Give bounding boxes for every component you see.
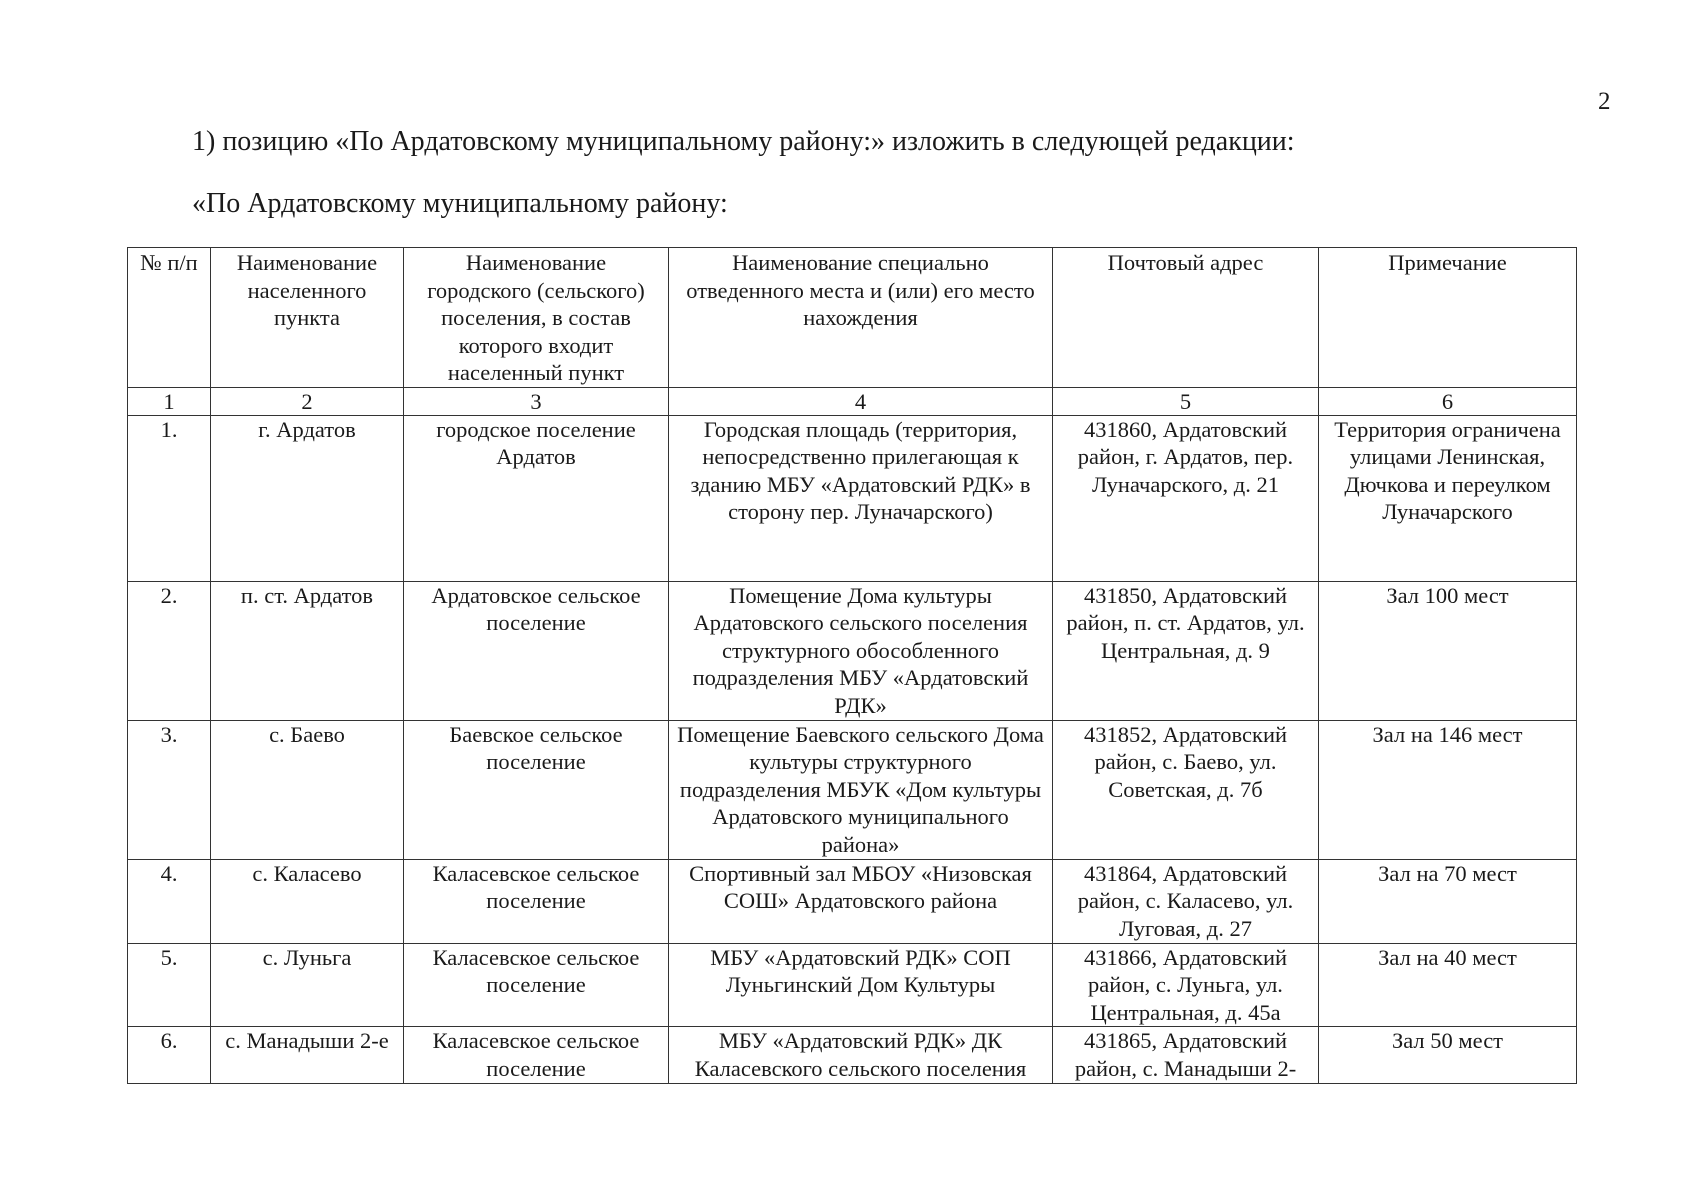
column-number: 5 xyxy=(1053,387,1319,415)
row-number: 3. xyxy=(128,720,211,859)
note-cell: Зал на 40 мест xyxy=(1319,943,1577,1027)
note-cell: Территория ограничена улицами Ленинская, Дючкова и переулком Луначарского xyxy=(1319,415,1577,581)
place-cell: Помещение Баевского сельского Дома культуры структурного подразделения МБУК «Дом культуры Ардатовского муниципального района» xyxy=(669,720,1053,859)
column-number: 4 xyxy=(669,387,1053,415)
settlement-cell: Каласевское сельское поселение xyxy=(404,943,669,1027)
table-header-row xyxy=(128,248,1577,388)
column-numbers-row xyxy=(128,387,1577,415)
header-cell-settlement: Наименование городского (сельского) поселения, в состав которого входит населенный пункт xyxy=(404,248,669,388)
locality-cell: п. ст. Ардатов xyxy=(211,581,404,720)
table-row xyxy=(128,1027,1577,1084)
settlement-cell: Ардатовское сельское поселение xyxy=(404,581,669,720)
place-cell: Помещение Дома культуры Ардатовского сельского поселения структурного обособленного подразделения МБУ «Ардатовский РДК» xyxy=(669,581,1053,720)
row-number: 2. xyxy=(128,581,211,720)
place-cell: Спортивный зал МБОУ «Низовская СОШ» Ардатовского района xyxy=(669,859,1053,943)
header-cell-locality: Наименование населенного пункта xyxy=(211,248,404,388)
locality-cell: с. Манадыши 2-е xyxy=(211,1027,404,1084)
settlement-cell: городское поселение Ардатов xyxy=(404,415,669,581)
note-cell: Зал на 146 мест xyxy=(1319,720,1577,859)
place-cell: Городская площадь (территория, непосредственно прилегающая к зданию МБУ «Ардатовский РДК» в сторону пер. Луначарского) xyxy=(669,415,1053,581)
header-cell-note: Примечание xyxy=(1319,248,1577,388)
table-row xyxy=(128,720,1577,859)
table-row xyxy=(128,415,1577,581)
address-cell: 431852, Ардатовский район, с. Баево, ул. Советская, д. 7б xyxy=(1053,720,1319,859)
note-cell: Зал 100 мест xyxy=(1319,581,1577,720)
header-cell-address: Почтовый адрес xyxy=(1053,248,1319,388)
section-heading: «По Ардатовскому муниципальному району: xyxy=(192,188,728,219)
address-cell: 431866, Ардатовский район, с. Луньга, ул. Центральная, д. 45а xyxy=(1053,943,1319,1027)
note-cell: Зал на 70 мест xyxy=(1319,859,1577,943)
header-cell-place: Наименование специально отведенного места и (или) его место нахождения xyxy=(669,248,1053,388)
locality-cell: с. Каласево xyxy=(211,859,404,943)
table-row xyxy=(128,943,1577,1027)
place-cell: МБУ «Ардатовский РДК» СОП Луньгинский Дом Культуры xyxy=(669,943,1053,1027)
intro-paragraph: 1) позицию «По Ардатовскому муниципальному району:» изложить в следующей редакции: xyxy=(192,126,1295,157)
row-number: 1. xyxy=(128,415,211,581)
column-number: 2 xyxy=(211,387,404,415)
column-number: 3 xyxy=(404,387,669,415)
address-cell: 431865, Ардатовский район, с. Манадыши 2- xyxy=(1053,1027,1319,1084)
table-row xyxy=(128,581,1577,720)
locality-cell: г. Ардатов xyxy=(211,415,404,581)
address-cell: 431864, Ардатовский район, с. Каласево, ул. Луговая, д. 27 xyxy=(1053,859,1319,943)
table-row xyxy=(128,859,1577,943)
locality-cell: с. Луньга xyxy=(211,943,404,1027)
header-cell-number: № п/п xyxy=(128,248,211,388)
settlement-cell: Каласевское сельское поселение xyxy=(404,859,669,943)
column-number: 1 xyxy=(128,387,211,415)
settlement-cell: Баевское сельское поселение xyxy=(404,720,669,859)
row-number: 6. xyxy=(128,1027,211,1084)
page-number: 2 xyxy=(1598,88,1611,115)
place-cell: МБУ «Ардатовский РДК» ДК Каласевского сельского поселения xyxy=(669,1027,1053,1084)
places-table xyxy=(127,247,1577,1084)
note-cell: Зал 50 мест xyxy=(1319,1027,1577,1084)
address-cell: 431860, Ардатовский район, г. Ардатов, пер. Луначарского, д. 21 xyxy=(1053,415,1319,581)
locality-cell: с. Баево xyxy=(211,720,404,859)
address-cell: 431850, Ардатовский район, п. ст. Ардатов, ул. Центральная, д. 9 xyxy=(1053,581,1319,720)
column-number: 6 xyxy=(1319,387,1577,415)
row-number: 4. xyxy=(128,859,211,943)
settlement-cell: Каласевское сельское поселение xyxy=(404,1027,669,1084)
row-number: 5. xyxy=(128,943,211,1027)
